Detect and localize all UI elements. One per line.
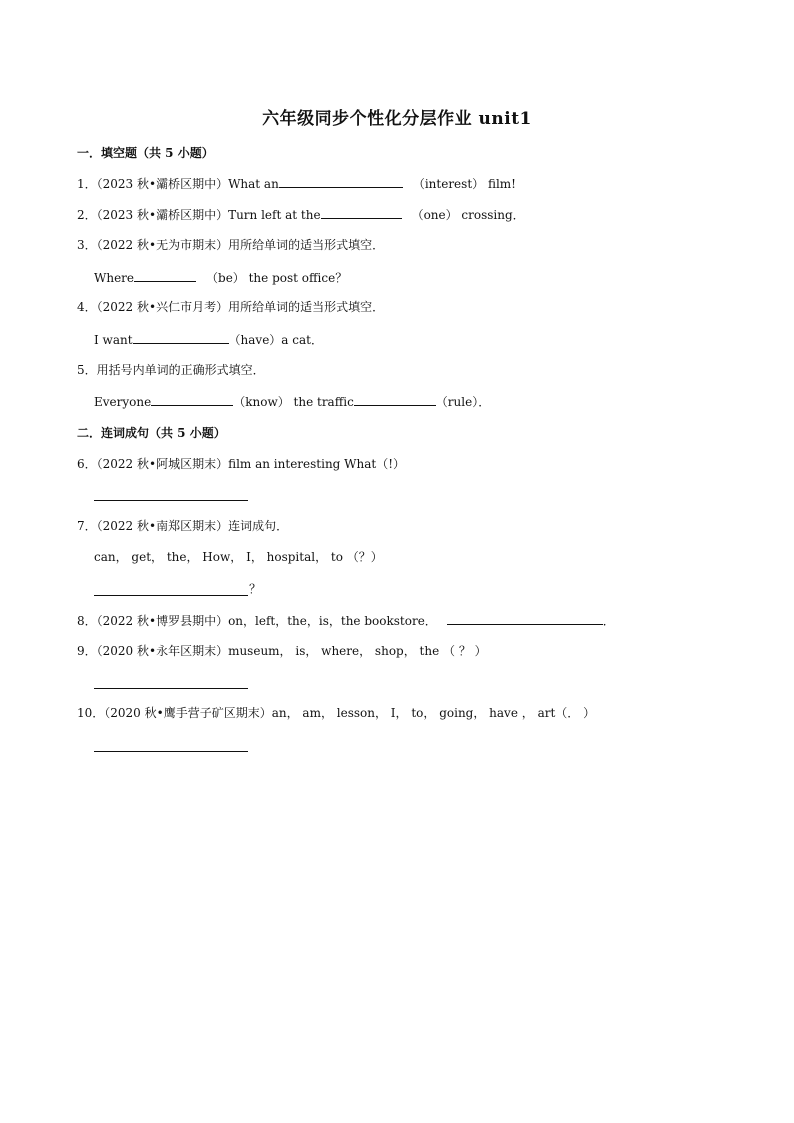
question-text: 用所给单词的适当形式填空． [228, 238, 385, 252]
question-text: 连词成句． [228, 519, 289, 533]
question-3 [77, 236, 384, 254]
question-number: 10． [77, 706, 105, 720]
question-6 [77, 455, 405, 473]
question-number: 7． [77, 519, 97, 533]
question-text: 用括号内单词的正确形式填空． [96, 363, 265, 377]
answer-blank[interactable] [133, 330, 229, 344]
answer-blank[interactable] [279, 174, 403, 188]
question-text: Turn left at the [228, 208, 321, 222]
question-number: 8． [77, 614, 97, 628]
question-text: ． [602, 614, 615, 628]
question-3-sentence [94, 268, 347, 287]
question-number: 5． [77, 363, 97, 377]
question-text: （rule）． [435, 395, 491, 409]
answer-blank[interactable] [151, 392, 233, 406]
question-text: （know） the traffic [233, 395, 354, 409]
section-heading-fill-blank: 一．填空题（共 5 小题） [77, 146, 214, 160]
page-title: 六年级同步个性化分层作业 unit1 [262, 109, 532, 129]
question-text: Where [94, 271, 135, 285]
question-5-sentence [94, 392, 490, 411]
question-4 [77, 298, 384, 316]
question-7-words: can， get， the， How， I， hospital， to （？） [94, 550, 383, 564]
question-8 [77, 611, 615, 630]
question-1 [77, 174, 516, 193]
question-source: （2022 秋•南郑区期末） [96, 519, 229, 533]
answer-line[interactable] [94, 750, 248, 752]
answer-line[interactable] [94, 687, 248, 689]
question-number: 9． [77, 644, 97, 658]
question-9 [77, 642, 487, 660]
question-text: film an interesting What（!） [228, 457, 406, 471]
question-source: （2020 秋•永年区期末） [96, 644, 229, 658]
question-number: 6． [77, 457, 97, 471]
question-text: （interest） film! [412, 177, 516, 191]
question-text: Everyone [94, 395, 152, 409]
question-2 [77, 205, 525, 224]
question-mark: ？ [249, 582, 262, 596]
question-number: 4． [77, 300, 97, 314]
question-4-sentence [94, 330, 323, 349]
question-text: （have）a cat． [228, 333, 323, 347]
question-7 [77, 517, 288, 535]
question-text: （one） crossing． [411, 208, 525, 222]
question-10 [77, 704, 595, 722]
answer-blank[interactable] [354, 392, 436, 406]
answer-line[interactable] [94, 499, 248, 501]
question-source: （2023 秋•灞桥区期中） [96, 208, 229, 222]
question-text: museum， is， where， shop， the （ ？ ） [228, 644, 487, 658]
question-source: （2022 秋•阿城区期末） [96, 457, 229, 471]
answer-blank[interactable] [134, 268, 196, 282]
question-number: 1． [77, 177, 97, 191]
question-number: 2． [77, 208, 97, 222]
question-source: （2022 秋•兴仁市月考） [96, 300, 229, 314]
question-number: 3． [77, 238, 97, 252]
question-text: an， am， lesson， I， to， going， have ， art（． ） [271, 706, 596, 720]
question-5 [77, 361, 265, 379]
answer-blank[interactable] [321, 205, 402, 219]
answer-blank[interactable] [447, 611, 603, 625]
section-heading-sentence-building: 二．连词成句（共 5 小题） [77, 426, 226, 440]
question-source: （2022 秋•博罗县期中） [96, 614, 229, 628]
question-source: （2022 秋•无为市期末） [96, 238, 229, 252]
answer-line[interactable] [94, 594, 248, 596]
question-text: What an [228, 177, 279, 191]
question-text: I want [94, 333, 133, 347]
question-text: （be） the post office？ [206, 271, 348, 285]
question-text: 用所给单词的适当形式填空． [228, 300, 385, 314]
question-source: （2023 秋•灞桥区期中） [96, 177, 229, 191]
question-source: （2020 秋•鹰手营子矿区期末） [104, 706, 272, 720]
question-text: on，left，the，is，the bookstore． [228, 614, 437, 628]
